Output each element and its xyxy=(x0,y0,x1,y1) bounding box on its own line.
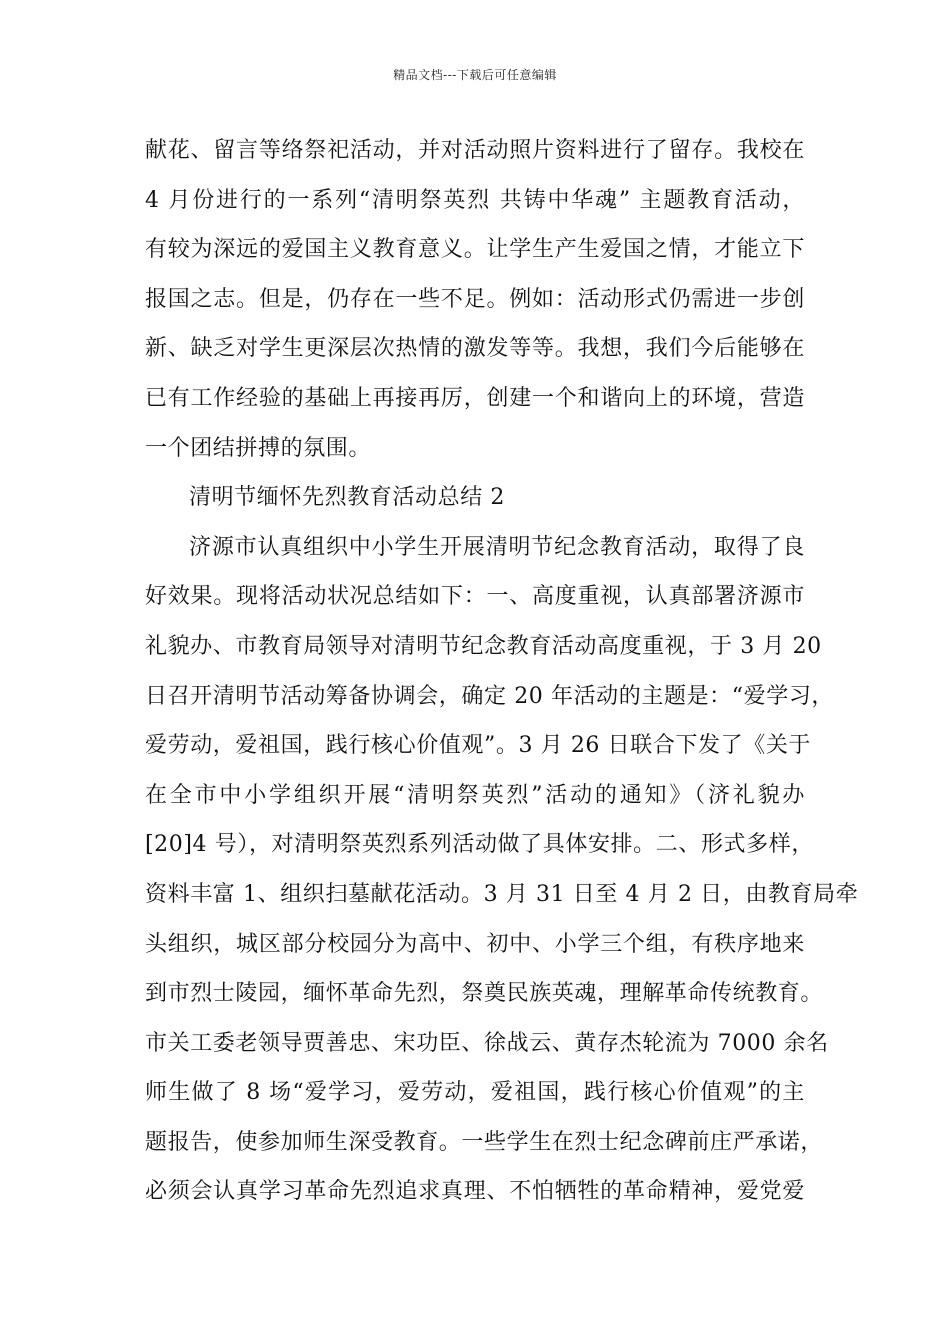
paragraph-line: 题报告，使参加师生深受教育。一些学生在烈士纪念碑前庄严承诺， xyxy=(145,1129,824,1155)
paragraph-line: 献花、留言等络祭祀活动，并对活动照片资料进行了留存。我校在 xyxy=(145,138,805,163)
paragraph-line: 已有工作经验的基础上再接再厉，创建一个和谐向上的环境，营造 xyxy=(145,385,805,411)
paragraph-line: 一个团结拼搏的氛围。 xyxy=(145,435,372,461)
paragraph-line: 4 月份进行的一系列“清明祭英烈 共铸中华魂” 主题教育活动， xyxy=(145,187,805,213)
paragraph-line: 新、缺乏对学生更深层次热情的激发等等。我想，我们今后能够在 xyxy=(145,336,805,362)
paragraph-line: 到市烈士陵园，缅怀革命先烈，祭奠民族英魂，理解革命传统教育。 xyxy=(145,981,824,1007)
paragraph-line: 头组织，城区部分校园分为高中、初中、小学三个组，有秩序地来 xyxy=(145,931,805,957)
paragraph-line: [20]4 号），对清明祭英烈系列活动做了具体安排。二、形式多样， xyxy=(145,832,814,858)
paragraph-line: 礼貌办、市教育局领导对清明节纪念教育活动高度重视，于 3 月 20 xyxy=(145,633,822,659)
paragraph-line: 日召开清明节活动筹备协调会，确定 20 年活动的主题是：“爱学习， xyxy=(145,683,835,709)
paragraph-line: 报国之志。但是，仍存在一些不足。例如：活动形式仍需进一步创 xyxy=(145,286,805,312)
paragraph-line: 好效果。现将活动状况总结如下：一、高度重视，认真部署济源市 xyxy=(145,584,805,610)
paragraph-line: 济源市认真组织中小学生开展清明节纪念教育活动，取得了良 xyxy=(189,534,805,560)
paragraph-line: 有较为深远的爱国主义教育意义。让学生产生爱国之情，才能立下 xyxy=(145,237,805,263)
paragraph-line: 在全市中小学组织开展“清明祭英烈”活动的通知》（济礼貌办 xyxy=(145,782,805,808)
page-header: 精品文档---下载后可任意编辑 xyxy=(393,68,557,82)
paragraph-line: 市关工委老领导贾善忠、宋功臣、徐战云、黄存杰轮流为 7000 余名 xyxy=(145,1030,829,1056)
paragraph-line: 必须会认真学习革命先烈追求真理、不怕牺牲的革命精神，爱党爱 xyxy=(145,1179,805,1205)
paragraph-line: 师生做了 8 场“爱学习，爱劳动，爱祖国，践行核心价值观”的主 xyxy=(145,1080,805,1106)
section-heading: 清明节缅怀先烈教育活动总结 2 xyxy=(189,485,505,511)
paragraph-line: 资料丰富 1、组织扫墓献花活动。3 月 31 日至 4 月 2 日，由教育局牵 xyxy=(145,881,859,907)
paragraph-line: 爱劳动，爱祖国，践行核心价值观”。3 月 26 日联合下发了《关于 xyxy=(145,733,812,759)
document-body xyxy=(145,126,859,1217)
